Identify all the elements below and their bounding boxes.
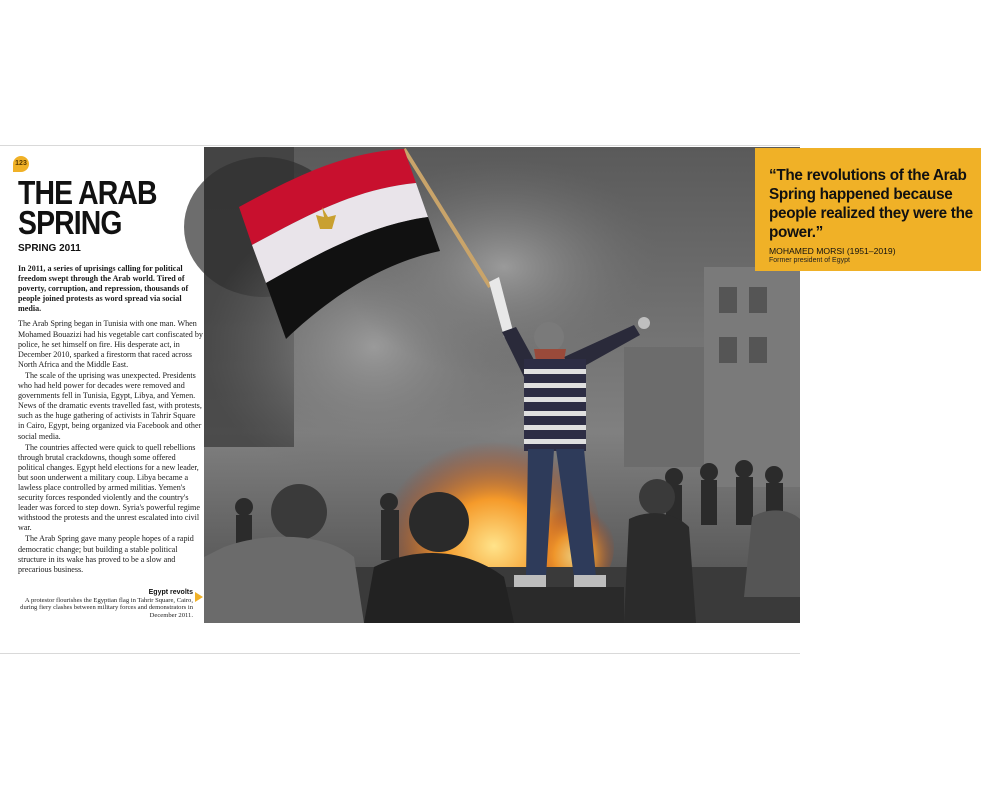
body-paragraph: The Arab Spring began in Tunisia with one man. When Mohamed Bouazizi had his vegetable cart confiscated by police, he set himself on fire. His desperate act, in December 2010, sparked a firestorm that raced across North Africa and the Middle East.: [18, 319, 203, 369]
page-date: SPRING 2011: [18, 243, 81, 254]
caption-pointer-icon: [195, 592, 203, 602]
photo-caption: [18, 589, 193, 619]
caption-text: A protestor flourishes the Egyptian flag in Tahrir Square, Cairo, during fiery clashes between military forces and demonstrators in December 2011.: [20, 596, 193, 619]
caption-title: Egypt revolts: [148, 589, 193, 596]
article-body: [18, 264, 203, 576]
protest-scene-illustration: [204, 147, 800, 623]
quote-box: [755, 148, 981, 271]
intro-paragraph: In 2011, a series of uprisings calling for political freedom swept through the Arab world. Tired of poverty, corruption, and repression, thousands of people joined protests as word spread via social media.: [18, 264, 189, 314]
quote-author-role: Former president of Egypt: [769, 257, 850, 264]
protest-photo: [204, 147, 973, 623]
body-paragraph: The Arab Spring gave many people hopes of a rapid democratic change; but building a stable political structure in its wake has proved to be a slow and precarious business.: [18, 534, 194, 574]
page-number-badge: 123: [13, 156, 29, 172]
body-paragraph: The scale of the uprising was unexpected. Presidents who had held power for decades were removed and governments fell in Tunisia, Egypt, Libya, and Yemen. News of the dramatic events travelled fast, with protests, such as the huge gathering of activists in Tahrir Square in Cairo, Egypt, being organized via Facebook and other social media.: [18, 370, 202, 441]
page-title: THE ARAB SPRING: [18, 174, 157, 241]
body-paragraph: The countries affected were quick to quell rebellions through brutal crackdowns, though some offered political changes. Egypt held elections for a new leader, but soon underwent a military coup. Libya became a lawless place controlled by armed militias. Yemen's security forces responded violently and the country's leader was forced to step down. Syria's powerful regime withstood the protests and the unrest escalated into civil war.: [18, 442, 200, 533]
book-spread: [0, 145, 973, 654]
quote-text: “The revolutions of the Arab Spring happened because people realized they were the power.”: [769, 167, 973, 241]
quote-author: MOHAMED MORSI (1951–2019): [769, 246, 896, 256]
